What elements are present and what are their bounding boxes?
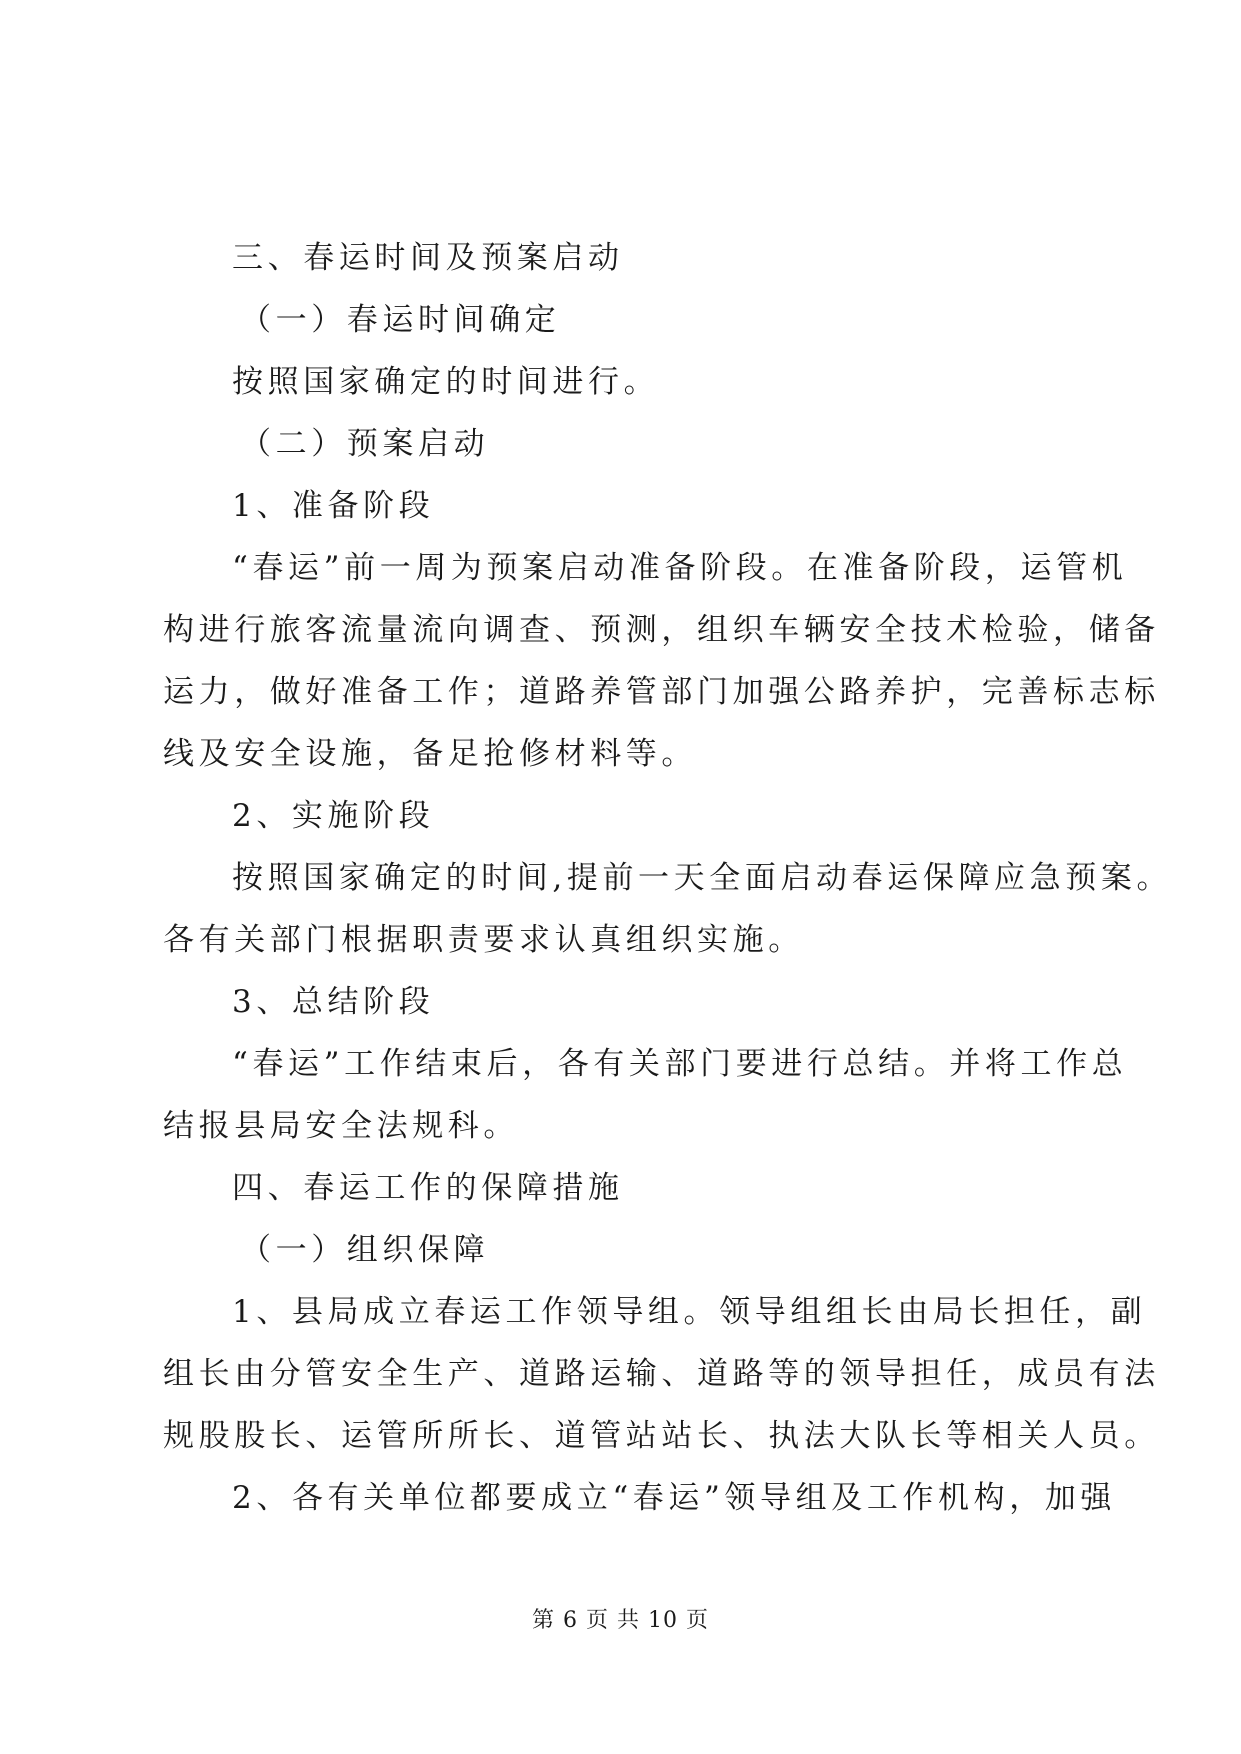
subsection-heading-plan: （二）预案启动	[240, 426, 490, 462]
paragraph-line: 线及安全设施，备足抢修材料等。	[163, 736, 697, 772]
paragraph-line: 按照国家确定的时间进行。	[232, 364, 660, 400]
paragraph-line: 组长由分管安全生产、道路运输、道路等的领导担任，成员有法	[163, 1356, 1160, 1392]
section-heading-4: 四、春运工作的保障措施	[232, 1170, 624, 1206]
paragraph-line: 规股股长、运管所所长、道管站站长、执法大队长等相关人员。	[163, 1418, 1160, 1454]
subsection-heading-time: （一）春运时间确定	[240, 302, 561, 338]
paragraph-line: 按照国家确定的时间,提前一天全面启动春运保障应急预案。	[232, 860, 1173, 896]
paragraph-line: “春运”工作结束后，各有关部门要进行总结。并将工作总	[232, 1046, 1128, 1082]
paragraph-line: 2、各有关单位都要成立“春运”领导组及工作机构，加强	[232, 1480, 1117, 1516]
page-number-footer: 第 6 页 共 10 页	[532, 1608, 709, 1633]
paragraph-line: 结报县局安全法规科。	[163, 1108, 519, 1144]
paragraph-line: 各有关部门根据职责要求认真组织实施。	[163, 922, 804, 958]
paragraph-line: 1、县局成立春运工作领导组。领导组组长由局长担任，副	[232, 1294, 1147, 1330]
section-heading-3: 三、春运时间及预案启动	[232, 240, 624, 276]
item-heading-summary: 3、总结阶段	[232, 984, 435, 1020]
paragraph-line: “春运”前一周为预案启动准备阶段。在准备阶段，运管机	[232, 550, 1128, 586]
paragraph-line: 构进行旅客流量流向调查、预测，组织车辆安全技术检验，储备	[163, 612, 1160, 648]
item-heading-implement: 2、实施阶段	[232, 798, 435, 834]
subsection-heading-organization: （一）组织保障	[240, 1232, 490, 1268]
item-heading-prepare: 1、准备阶段	[232, 488, 435, 524]
paragraph-line: 运力，做好准备工作；道路养管部门加强公路养护，完善标志标	[163, 674, 1160, 710]
